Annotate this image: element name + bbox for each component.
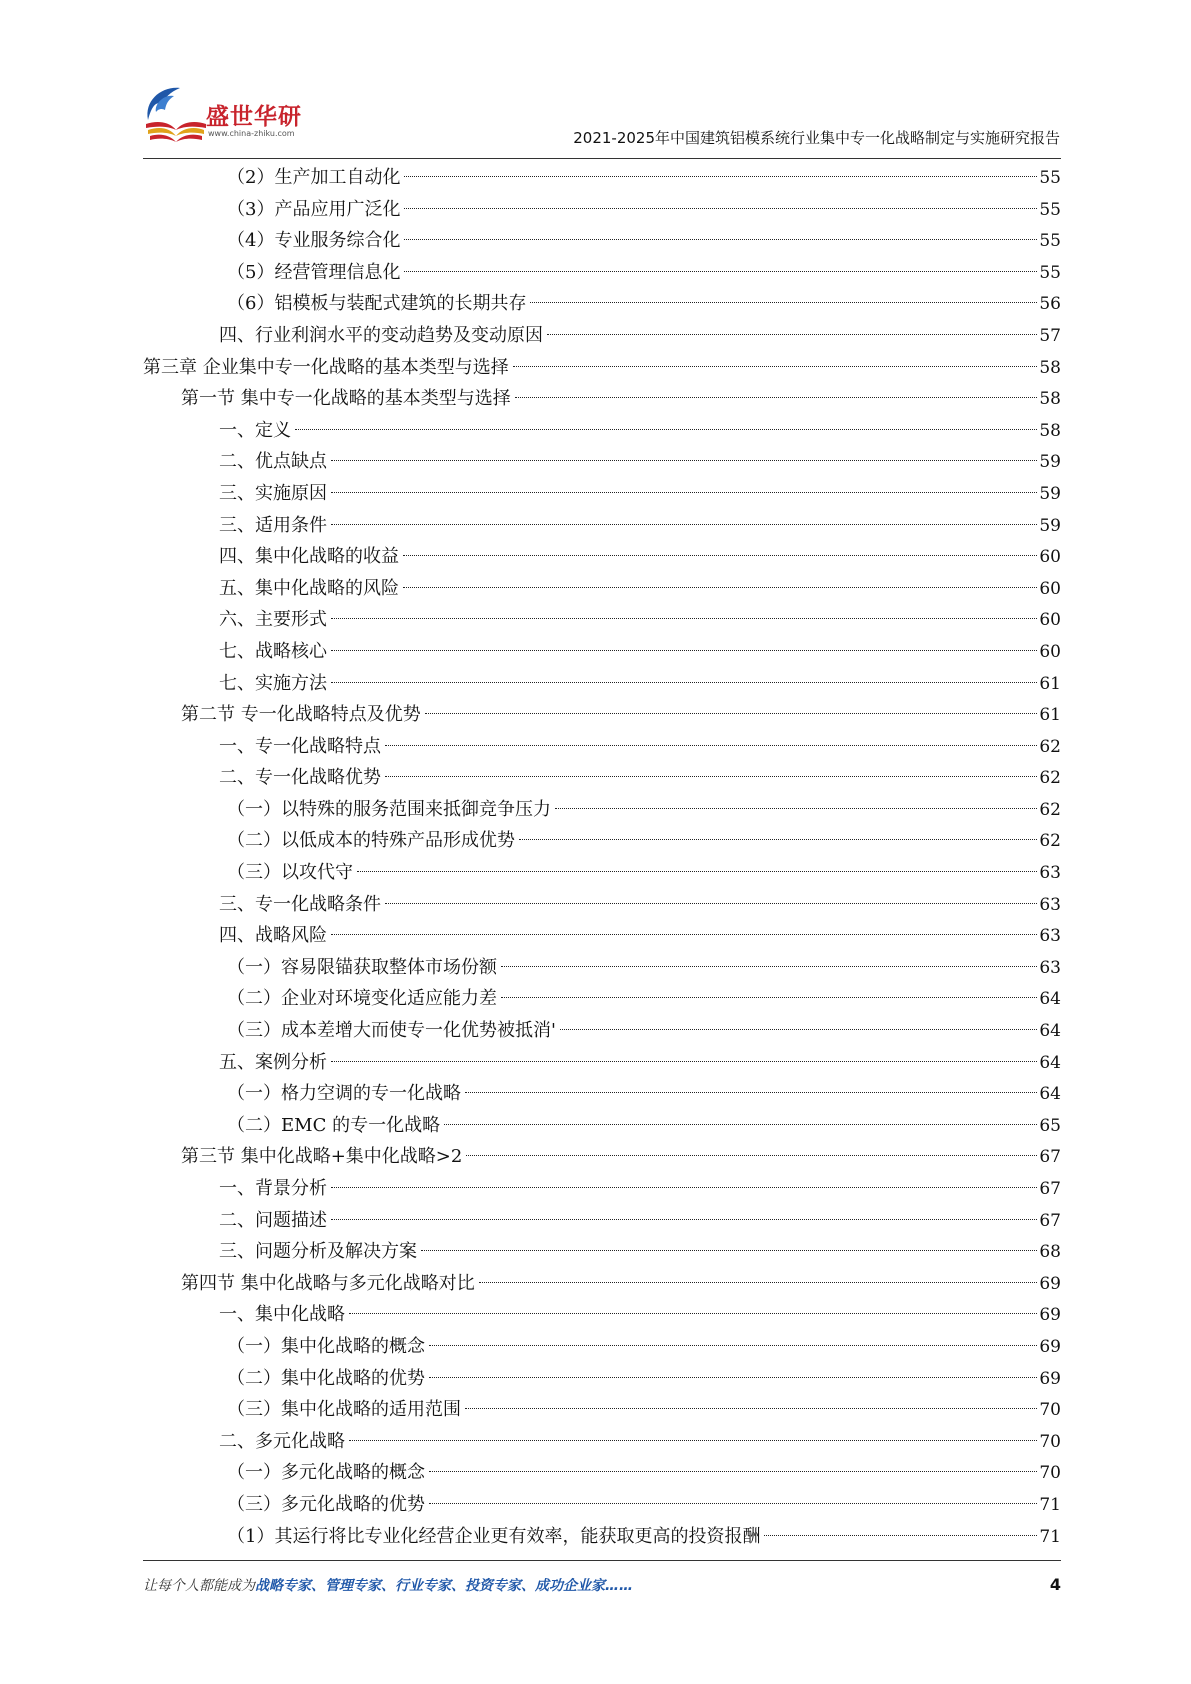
toc-entry-title: （一）集中化战略的概念 (227, 1335, 425, 1357)
toc-entry[interactable] (143, 1363, 1061, 1395)
toc-entry-page: 59 (1039, 515, 1061, 536)
toc-entry-page: 55 (1039, 262, 1061, 283)
toc-entry-title: （3）产品应用广泛化 (227, 198, 401, 220)
footer-divider (143, 1560, 1061, 1561)
company-logo (140, 82, 310, 152)
toc-entry[interactable] (143, 1205, 1061, 1237)
footer-slogan-lead: 让每个人都能成为 (143, 1578, 255, 1594)
table-of-contents (143, 162, 1061, 1552)
toc-entry-title: 五、案例分析 (219, 1051, 327, 1073)
toc-entry[interactable] (143, 1426, 1061, 1458)
toc-dot-leader (444, 1124, 1037, 1125)
toc-entry[interactable] (143, 162, 1061, 194)
toc-dot-leader (560, 1029, 1037, 1030)
toc-entry-page: 61 (1039, 673, 1061, 694)
toc-entry[interactable] (143, 1299, 1061, 1331)
toc-entry-page: 62 (1039, 831, 1061, 852)
toc-entry[interactable] (143, 446, 1061, 478)
toc-entry-page: 60 (1039, 610, 1061, 631)
toc-dot-leader (404, 271, 1037, 272)
toc-dot-leader (331, 524, 1037, 525)
toc-entry-title: 二、优点缺点 (219, 451, 327, 473)
toc-entry-title: 七、战略核心 (219, 640, 327, 662)
toc-entry-title: （5）经营管理信息化 (227, 261, 401, 283)
toc-dot-leader (331, 1061, 1037, 1062)
toc-entry-title: 五、集中化战略的风险 (219, 577, 399, 599)
toc-entry[interactable] (143, 731, 1061, 763)
toc-entry-page: 58 (1039, 357, 1061, 378)
toc-entry-title: （三）成本差增大而使专一化优势被抵消' (227, 1020, 556, 1042)
toc-entry-page: 60 (1039, 641, 1061, 662)
toc-entry[interactable] (143, 1268, 1061, 1300)
toc-entry[interactable] (143, 762, 1061, 794)
page-footer (143, 1575, 1061, 1605)
toc-dot-leader (403, 587, 1037, 588)
toc-dot-leader (429, 1503, 1037, 1504)
toc-entry[interactable] (143, 1047, 1061, 1079)
toc-entry-title: 三、问题分析及解决方案 (219, 1241, 417, 1263)
toc-entry-title: （2）生产加工自动化 (227, 167, 401, 188)
logo-text: 盛世华研 (206, 104, 302, 130)
toc-entry-page: 70 (1039, 1400, 1061, 1421)
toc-dot-leader (331, 650, 1037, 651)
toc-entry-title: 六、主要形式 (219, 609, 327, 631)
toc-entry-page: 58 (1039, 389, 1061, 410)
page-number: 4 (1049, 1575, 1061, 1594)
toc-entry[interactable] (143, 825, 1061, 857)
footer-slogan-emphasis: 战略专家、管理专家、行业专家、投资专家、成功企业家…… (255, 1578, 633, 1594)
toc-dot-leader (349, 1313, 1037, 1314)
toc-entry-page: 69 (1039, 1305, 1061, 1326)
toc-entry[interactable] (143, 352, 1061, 384)
toc-entry-title: 一、集中化战略 (219, 1304, 345, 1326)
toc-entry[interactable] (143, 1457, 1061, 1489)
toc-entry[interactable] (143, 288, 1061, 320)
toc-entry-page: 63 (1039, 957, 1061, 978)
toc-dot-leader (429, 1377, 1037, 1378)
toc-entry-page: 67 (1039, 1210, 1061, 1231)
toc-entry-title: （6）铝模板与装配式建筑的长期共存 (227, 293, 527, 315)
toc-entry-page: 56 (1039, 294, 1061, 315)
toc-dot-leader (465, 1092, 1037, 1093)
toc-entry-page: 55 (1039, 199, 1061, 220)
toc-entry[interactable] (143, 1521, 1061, 1553)
toc-entry-title: （一）以特殊的服务范围来抵御竞争压力 (227, 798, 551, 820)
header-divider (143, 158, 1061, 159)
toc-entry-page: 55 (1039, 231, 1061, 252)
toc-entry-page: 69 (1039, 1368, 1061, 1389)
toc-entry[interactable] (143, 541, 1061, 573)
toc-dot-leader (515, 397, 1038, 398)
toc-entry-title: （一）格力空调的专一化战略 (227, 1083, 461, 1105)
toc-entry[interactable] (143, 1236, 1061, 1268)
toc-dot-leader (530, 302, 1037, 303)
toc-entry[interactable] (143, 1110, 1061, 1142)
toc-entry-page: 55 (1039, 168, 1061, 188)
toc-entry[interactable] (143, 320, 1061, 352)
toc-dot-leader (404, 239, 1037, 240)
toc-entry-page: 59 (1039, 452, 1061, 473)
toc-dot-leader (501, 997, 1037, 998)
toc-dot-leader (555, 808, 1037, 809)
toc-entry[interactable] (143, 194, 1061, 226)
toc-entry[interactable] (143, 257, 1061, 289)
toc-entry-title: 二、专一化战略优势 (219, 767, 381, 789)
toc-entry[interactable] (143, 478, 1061, 510)
toc-entry[interactable] (143, 1394, 1061, 1426)
toc-entry-page: 71 (1039, 1494, 1061, 1515)
toc-entry[interactable] (143, 604, 1061, 636)
toc-entry[interactable] (143, 573, 1061, 605)
toc-dot-leader (429, 1471, 1037, 1472)
toc-dot-leader (519, 839, 1037, 840)
toc-dot-leader (501, 966, 1037, 967)
toc-entry[interactable] (143, 415, 1061, 447)
toc-dot-leader (404, 208, 1037, 209)
toc-entry-title: （二）集中化战略的优势 (227, 1367, 425, 1389)
toc-entry-page: 64 (1039, 989, 1061, 1010)
toc-entry-title: 第三节 集中化战略+集中化战略>2 (181, 1146, 463, 1168)
toc-entry-title: 二、多元化战略 (219, 1430, 345, 1452)
toc-entry-page: 70 (1039, 1463, 1061, 1484)
toc-entry-title: 七、实施方法 (219, 672, 327, 694)
toc-entry-page: 71 (1039, 1526, 1061, 1547)
toc-entry[interactable] (143, 1173, 1061, 1205)
toc-entry-page: 65 (1039, 1115, 1061, 1136)
toc-entry-page: 69 (1039, 1336, 1061, 1357)
toc-entry-page: 67 (1039, 1147, 1061, 1168)
toc-entry-title: 三、适用条件 (219, 514, 327, 536)
logo-url: www.china-zhiku.com (208, 129, 295, 138)
toc-entry-title: （1）其运行将比专业化经营企业更有效率，能获取更高的投资报酬 (227, 1525, 761, 1547)
toc-dot-leader (295, 429, 1037, 430)
toc-dot-leader (479, 1282, 1038, 1283)
toc-entry[interactable] (143, 1015, 1061, 1047)
toc-entry-title: 第四节 集中化战略与多元化战略对比 (181, 1272, 475, 1294)
toc-entry-title: 第三章 企业集中专一化战略的基本类型与选择 (143, 356, 509, 378)
toc-dot-leader (764, 1535, 1037, 1536)
toc-entry-title: 二、问题描述 (219, 1209, 327, 1231)
page-header (140, 80, 1060, 160)
toc-entry-page: 64 (1039, 1052, 1061, 1073)
toc-entry[interactable] (143, 699, 1061, 731)
toc-entry-title: 一、背景分析 (219, 1178, 327, 1199)
toc-entry-title: （三）集中化战略的适用范围 (227, 1399, 461, 1421)
toc-entry-title: （二）企业对环境变化适应能力差 (227, 988, 497, 1010)
toc-entry[interactable] (143, 225, 1061, 257)
toc-dot-leader (349, 1440, 1037, 1441)
toc-dot-leader (513, 366, 1038, 367)
toc-entry[interactable] (143, 1331, 1061, 1363)
toc-entry-page: 64 (1039, 1021, 1061, 1042)
toc-dot-leader (404, 176, 1037, 177)
toc-entry-title: 四、行业利润水平的变动趋势及变动原因 (219, 324, 543, 346)
toc-entry-page: 59 (1039, 483, 1061, 504)
toc-entry-title: （三）多元化战略的优势 (227, 1493, 425, 1515)
toc-entry-page: 62 (1039, 799, 1061, 820)
toc-entry-title: 四、集中化战略的收益 (219, 546, 399, 568)
toc-dot-leader (421, 1250, 1037, 1251)
toc-entry-page: 63 (1039, 863, 1061, 884)
toc-entry-page: 57 (1039, 325, 1061, 346)
toc-entry-page: 67 (1039, 1179, 1061, 1199)
toc-dot-leader (331, 460, 1037, 461)
toc-dot-leader (429, 1345, 1037, 1346)
toc-entry-title: （二）EMC 的专一化战略 (227, 1114, 441, 1136)
toc-entry[interactable] (143, 383, 1061, 415)
toc-entry[interactable] (143, 1078, 1061, 1110)
toc-dot-leader (425, 713, 1038, 714)
toc-entry-page: 63 (1039, 894, 1061, 915)
toc-entry-page: 64 (1039, 1084, 1061, 1105)
toc-dot-leader (547, 334, 1037, 335)
toc-entry-page: 60 (1039, 578, 1061, 599)
toc-entry-page: 62 (1039, 768, 1061, 789)
toc-entry-title: 一、专一化战略特点 (219, 735, 381, 757)
toc-entry-page: 60 (1039, 547, 1061, 568)
toc-entry-title: 三、专一化战略条件 (219, 893, 381, 915)
toc-entry[interactable] (143, 668, 1061, 700)
toc-dot-leader (331, 618, 1037, 619)
toc-entry-title: （4）专业服务综合化 (227, 230, 401, 252)
report-title: 2021-2025年中国建筑铝模系统行业集中专一化战略制定与实施研究报告 (573, 129, 1060, 147)
toc-dot-leader (331, 1187, 1037, 1188)
toc-dot-leader (331, 934, 1037, 935)
toc-dot-leader (385, 776, 1037, 777)
toc-entry-title: 第一节 集中专一化战略的基本类型与选择 (181, 388, 511, 410)
toc-dot-leader (465, 1408, 1037, 1409)
toc-entry-page: 68 (1039, 1242, 1061, 1263)
toc-entry[interactable] (143, 952, 1061, 984)
toc-dot-leader (403, 555, 1037, 556)
toc-entry-title: 四、战略风险 (219, 925, 327, 947)
toc-entry[interactable] (143, 510, 1061, 542)
toc-entry[interactable] (143, 1489, 1061, 1521)
logo-mark-icon (140, 82, 210, 148)
toc-entry-title: 一、定义 (219, 419, 291, 441)
toc-dot-leader (385, 903, 1037, 904)
toc-entry-page: 69 (1039, 1273, 1061, 1294)
toc-entry-page: 62 (1039, 736, 1061, 757)
toc-entry[interactable] (143, 983, 1061, 1015)
toc-entry[interactable] (143, 857, 1061, 889)
toc-entry-title: （二）以低成本的特殊产品形成优势 (227, 830, 515, 852)
toc-entry-page: 70 (1039, 1431, 1061, 1452)
toc-entry[interactable] (143, 889, 1061, 921)
toc-entry-title: （三）以攻代守 (227, 862, 353, 884)
toc-entry[interactable] (143, 920, 1061, 952)
toc-entry-page: 61 (1039, 705, 1061, 726)
toc-entry-title: （一）多元化战略的概念 (227, 1462, 425, 1484)
toc-dot-leader (357, 871, 1037, 872)
toc-dot-leader (331, 682, 1037, 683)
toc-entry-page: 63 (1039, 926, 1061, 947)
toc-entry[interactable] (143, 636, 1061, 668)
toc-entry[interactable] (143, 794, 1061, 826)
toc-dot-leader (331, 492, 1037, 493)
toc-dot-leader (466, 1155, 1037, 1156)
toc-entry-title: 第二节 专一化战略特点及优势 (181, 704, 421, 726)
toc-entry-title: （一）容易限锚获取整体市场份额 (227, 956, 497, 978)
toc-entry-title: 三、实施原因 (219, 482, 327, 504)
toc-entry-page: 58 (1039, 420, 1061, 441)
toc-entry[interactable] (143, 1141, 1061, 1173)
toc-dot-leader (385, 745, 1037, 746)
toc-dot-leader (331, 1219, 1037, 1220)
